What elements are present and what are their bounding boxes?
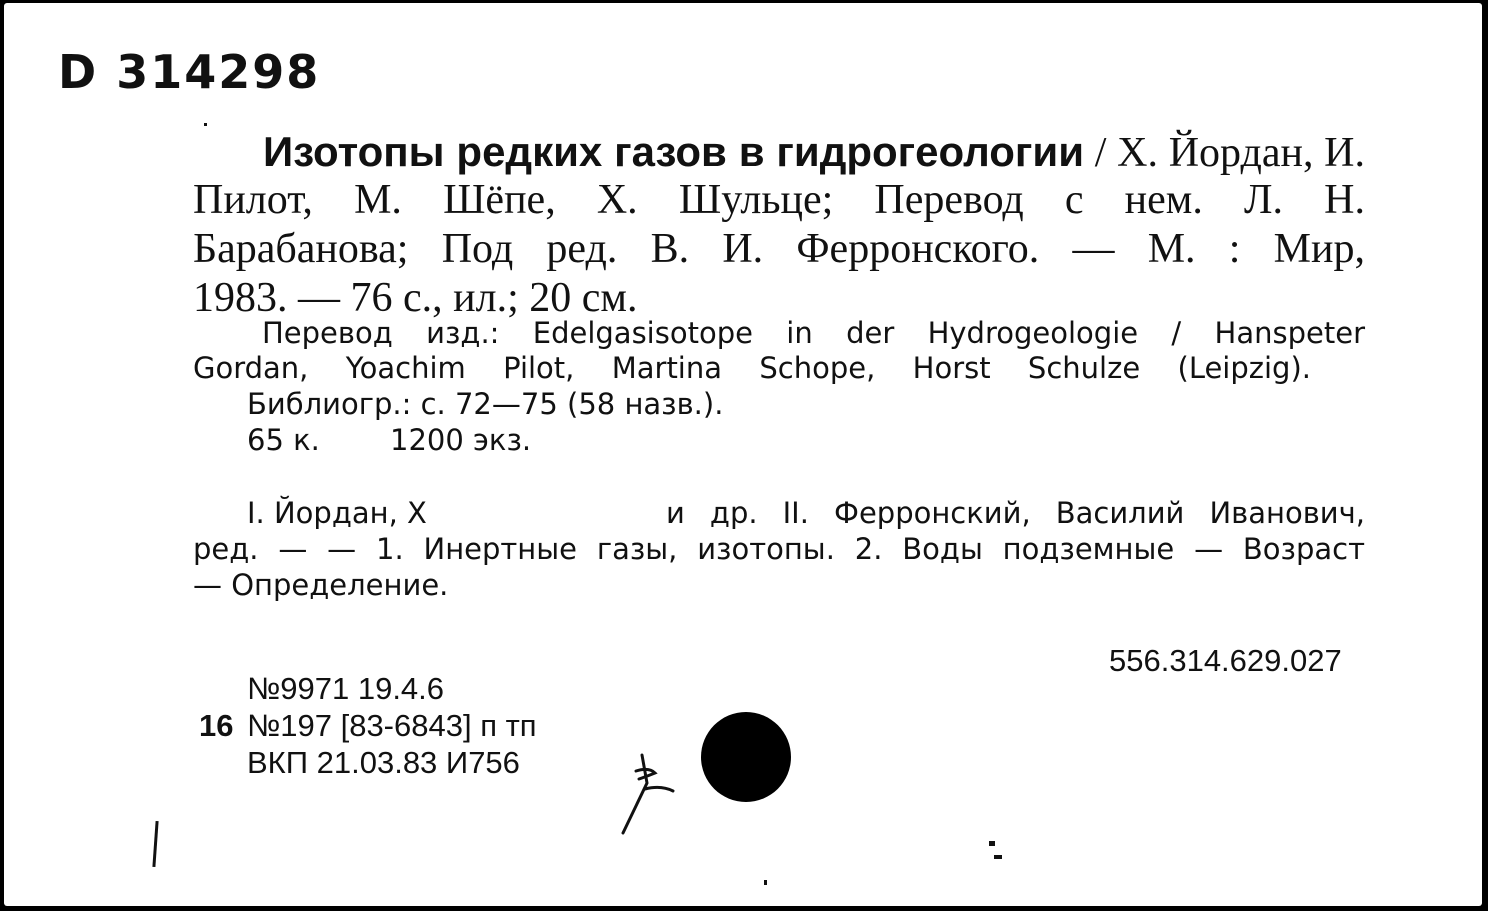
book-title: Изотопы редких газов в гидрогеологии — [263, 128, 1085, 175]
title-line-4: 1983. — 76 с., ил.; 20 см. — [193, 275, 638, 321]
number-label: 16 — [199, 708, 234, 743]
vkp-line: ВКП 21.03.83 И756 — [247, 745, 520, 780]
pencil-stroke — [152, 821, 158, 867]
catalog-card — [4, 3, 1482, 906]
translation-line-1: Перевод изд.: Edelgasisotope in der Hydrogeologie / Hanspeter — [262, 316, 1365, 350]
classification-number: 556.314.629.027 — [1109, 643, 1342, 678]
translation-line-2: Gordan, Yoachim Pilot, Martina Schope, Horst Schulze (Leipzig). — [193, 351, 1311, 385]
copies: 1200 экз. — [390, 423, 532, 457]
authors-start: / Х. Йордан, И. — [1094, 130, 1365, 176]
title-line-1 — [193, 127, 1365, 178]
card-id: D 314298 — [58, 45, 321, 99]
speck — [764, 880, 767, 885]
tracing-subjects: ред. — — 1. Инертные газы, изотопы. 2. Воды подземные — Возраст — [193, 532, 1365, 566]
price: 65 к. — [247, 423, 320, 457]
title-line-2: Пилот, М. Шёпе, Х. Шульце; Перевод с нем. Л. Н. — [193, 177, 1365, 223]
tracing-editor: и др. II. Ферронский, Василий Иванович, — [666, 496, 1365, 530]
punch-hole — [701, 712, 791, 802]
tracing-author: I. Йордан, Х — [247, 496, 427, 530]
handwritten-mark — [609, 749, 679, 837]
bibliography: Библиогр.: с. 72—75 (58 назв.). — [247, 387, 724, 421]
order-line: №9971 19.4.6 — [247, 671, 445, 706]
speck — [994, 855, 1002, 859]
tracing-subjects-end: — Определение. — [193, 568, 449, 602]
title-line-3: Барабанова; Под ред. В. И. Ферронского. — М. : Мир, — [193, 226, 1365, 272]
series-line: №197 [83-6843] п тп — [247, 708, 537, 743]
speck — [989, 841, 995, 846]
speck — [204, 123, 207, 126]
